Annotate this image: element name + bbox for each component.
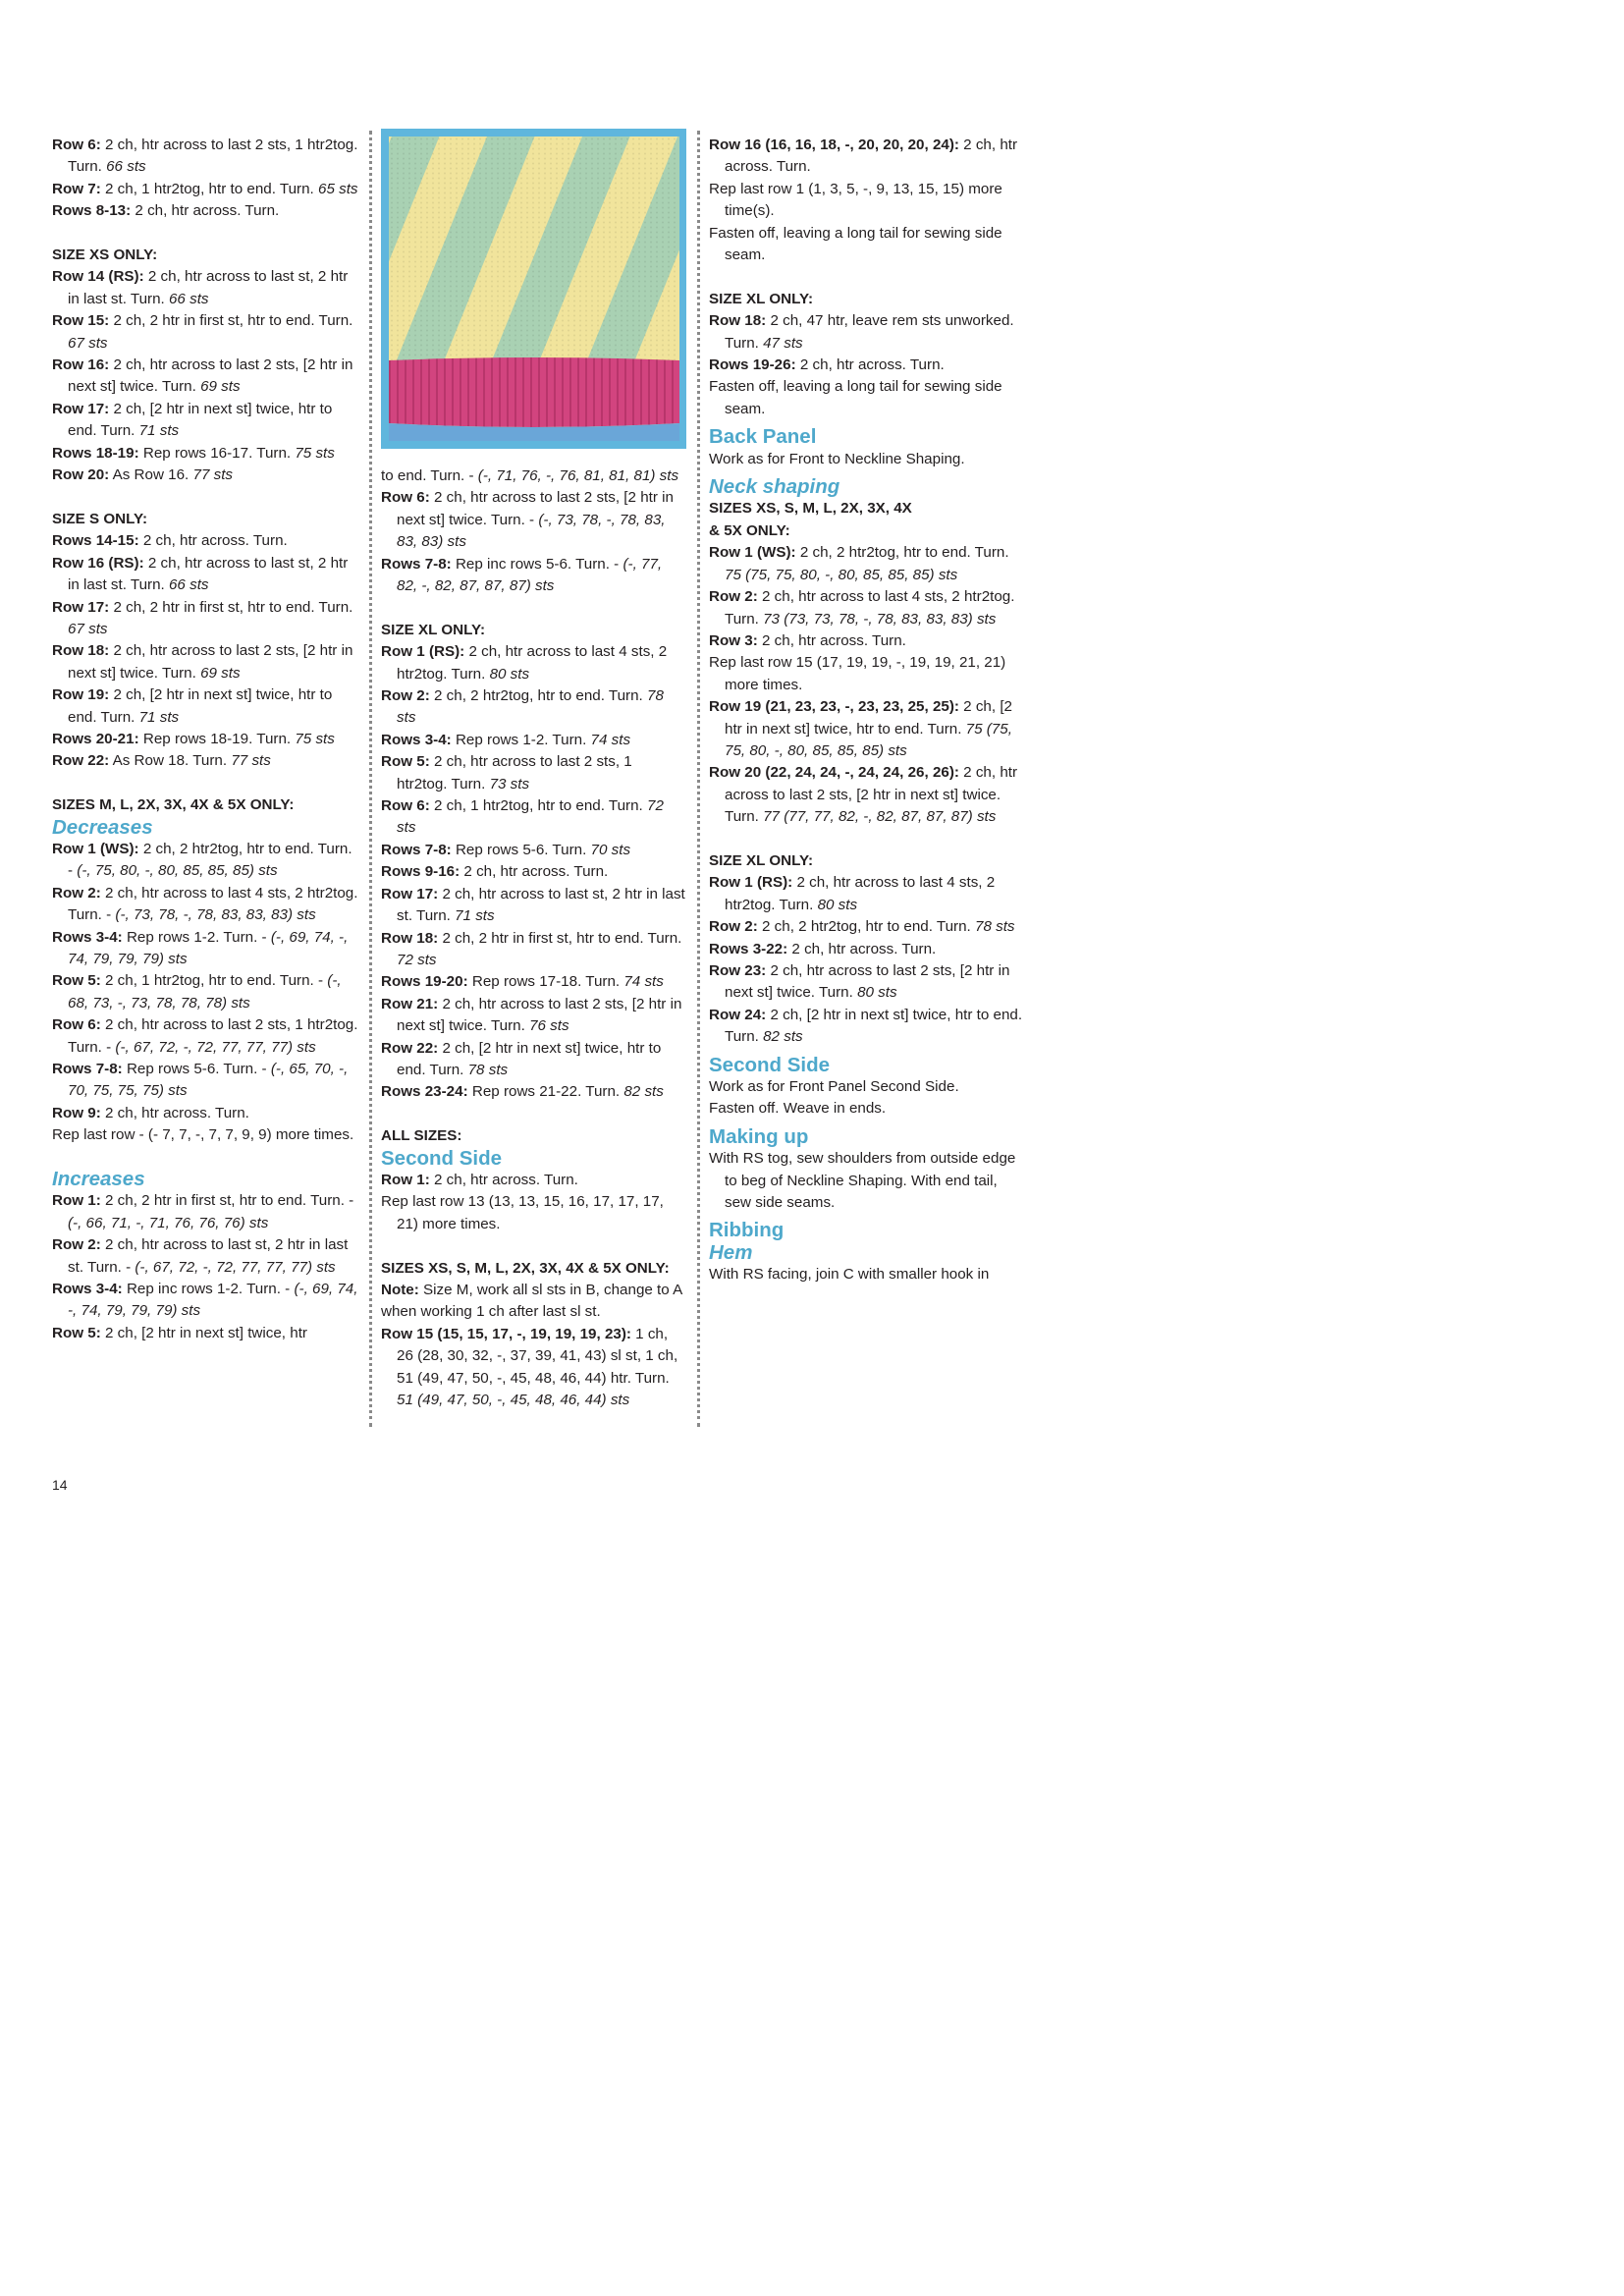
row-text: 2 ch, 1 htr2tog, htr to end. Turn. -: [100, 972, 328, 990]
instruction-row: [52, 883, 358, 927]
column-2: [381, 465, 685, 1411]
spacer: [52, 1147, 358, 1169]
section-heading: Increases: [52, 1168, 145, 1191]
instruction-row: [709, 1005, 1023, 1049]
section-heading: Hem: [709, 1240, 753, 1264]
row-label: Row 1 (WS):: [52, 840, 139, 857]
row-text: As Row 16.: [109, 466, 193, 484]
size-subheading: SIZE S ONLY:: [52, 510, 148, 527]
instruction-row: [52, 1014, 358, 1059]
spacer: [381, 1104, 685, 1125]
spacer: [381, 1235, 685, 1257]
instruction-row: [52, 443, 358, 465]
size-subheading: SIZE XS ONLY:: [52, 246, 158, 264]
instruction-row: [52, 1234, 358, 1279]
section-heading: Second Side: [709, 1053, 831, 1076]
row-label: Rows 3-4:: [381, 731, 452, 748]
instruction-row: [709, 916, 1023, 938]
stitch-count: (-, 77, 82, -, 82, 87, 87, 87) sts: [397, 555, 663, 595]
row-text: 2 ch, htr across to last 4 sts, 2 htr2tog. Turn.: [725, 874, 996, 913]
stitch-count: (-, 73, 78, -, 78, 83, 83, 83) sts: [397, 511, 666, 551]
instruction-row: [381, 1038, 685, 1082]
row-label: Row 19 (21, 23, 23, -, 23, 23, 25, 25):: [709, 698, 959, 716]
row-text: 2 ch, 2 htr2tog, htr to end. Turn.: [757, 918, 975, 936]
row-text: 2 ch, 2 htr in first st, htr to end. Turn.: [109, 598, 353, 616]
row-label: Row 2:: [381, 687, 430, 705]
instruction-row: [709, 762, 1023, 828]
row-text: As Row 18. Turn.: [109, 752, 232, 770]
row-label: Row 20 (22, 24, 24, -, 24, 24, 26, 26):: [709, 764, 959, 782]
row-label: Row 17:: [381, 885, 439, 902]
instruction-row: [381, 641, 685, 685]
row-label: Rows 23-24:: [381, 1083, 468, 1101]
row-text: 2 ch, [2 htr in next st] twice, htr to end. Turn.: [397, 1039, 662, 1078]
size-subheading: SIZES M, L, 2X, 3X, 4X & 5X ONLY:: [52, 796, 295, 814]
stitch-count: 76 sts: [529, 1017, 569, 1035]
stitch-count: 73 sts: [489, 775, 530, 793]
instruction-row: [709, 960, 1023, 1005]
row-label: Row 16 (RS):: [52, 554, 144, 572]
stitch-count: 74 sts: [590, 731, 631, 748]
row-text: 2 ch, htr across to last 2 sts, [2 htr in next st] twice. Turn.: [725, 962, 1010, 1002]
row-label: Note:: [381, 1281, 419, 1298]
size-subheading: SIZES XS, S, M, L, 2X, 3X, 4X & 5X ONLY:: [381, 1259, 670, 1277]
row-label: Rows 9-16:: [381, 863, 460, 881]
row-text: 2 ch, 1 htr2tog, htr to end. Turn.: [429, 797, 647, 815]
crochet-photo: [389, 137, 679, 441]
row-label: Row 17:: [52, 598, 110, 616]
stitch-count: 71 sts: [455, 907, 495, 925]
stitch-count: 71 sts: [138, 708, 180, 726]
row-text: 2 ch, htr across to last st, 2 htr in last st. Turn.: [68, 554, 349, 594]
instruction-text: With RS tog, sew shoulders from outside edge to beg of Neckline Shaping. With end tail, sew side seams.: [709, 1150, 1016, 1212]
stitch-count: 75 sts: [295, 730, 335, 747]
row-text: 2 ch, htr across to last 2 sts, [2 htr in next st] twice. Turn.: [725, 764, 1018, 826]
stitch-count: 77 sts: [192, 466, 234, 484]
instruction-text: Rep last row 13 (13, 13, 15, 16, 17, 17, 17, 21) more times.: [381, 1193, 664, 1232]
row-text: 2 ch, htr across to last 2 sts, [2 htr in next st] twice. Turn. -: [397, 489, 674, 528]
instruction-row: [52, 839, 358, 883]
row-label: Row 1:: [52, 1192, 101, 1210]
instruction-row: [52, 465, 358, 486]
row-text: 2 ch, htr across. Turn.: [131, 202, 280, 220]
row-text: 2 ch, htr across to last 2 sts, [2 htr in next st] twice. Turn.: [397, 995, 682, 1035]
stitch-count: 69 sts: [200, 378, 241, 396]
instruction-row: [381, 884, 685, 928]
instruction-row: [381, 730, 685, 751]
row-label: Row 16 (16, 16, 18, -, 20, 20, 20, 24):: [709, 137, 959, 153]
stitch-count: 74 sts: [623, 973, 664, 991]
spacer: [709, 266, 1023, 288]
row-label: Rows 3-4:: [52, 928, 123, 946]
instruction-row: [52, 179, 358, 200]
row-text: 2 ch, [2 htr in next st] twice, htr to end. Turn.: [68, 686, 333, 726]
section-heading: Decreases: [52, 815, 153, 839]
instruction-row: [381, 971, 685, 993]
row-label: Row 2:: [709, 588, 758, 606]
stitch-count: 78 sts: [975, 918, 1015, 936]
row-text: Rep rows 18-19. Turn.: [138, 730, 296, 747]
size-subheading: & 5X ONLY:: [709, 521, 790, 539]
instruction-row: [52, 927, 358, 971]
row-text: 2 ch, 2 htr in first st, htr to end. Turn.: [109, 312, 353, 330]
instruction-row: [52, 530, 358, 552]
row-text: 2 ch, htr across to last 2 sts, [2 htr in next st] twice. Turn.: [68, 356, 353, 396]
stitch-count: 72 sts: [397, 797, 664, 837]
stitch-count: 65 sts: [318, 180, 358, 197]
row-text: 2 ch, 47 htr, leave rem sts unworked. Turn.: [725, 312, 1014, 352]
instruction-text: Work as for Front Panel Second Side.: [709, 1078, 959, 1096]
size-subheading: SIZE XL ONLY:: [709, 290, 814, 307]
instruction-row: [52, 553, 358, 597]
size-subheading: SIZES XS, S, M, L, 2X, 3X, 4X: [709, 500, 912, 518]
row-text: 2 ch, [2 htr in next st] twice, htr to end. Turn.: [725, 698, 1012, 738]
row-text: Rep rows 1-2. Turn.: [451, 731, 591, 748]
row-text: Rep rows 16-17. Turn.: [138, 444, 296, 462]
instruction-row: [381, 465, 685, 487]
row-text: 2 ch, htr across to last 2 sts, 1 htr2tog. Turn.: [68, 137, 358, 176]
instruction-row: [709, 542, 1023, 586]
row-label: Row 2:: [52, 884, 101, 902]
row-label: Row 6:: [381, 797, 430, 815]
instruction-row: [52, 310, 358, 355]
row-text: 1 ch, 26 (28, 30, 32, -, 37, 39, 41, 43) sl st, 1 ch, 51 (49, 47, 50, -, 45, 48, 46, 44) htr. Turn.: [397, 1325, 678, 1387]
instruction-row: [709, 135, 1023, 179]
row-label: Rows 3-4:: [52, 1281, 123, 1298]
instruction-row: [52, 1103, 358, 1124]
row-text: 2 ch, htr across to last 4 sts, 2 htr2tog. Turn.: [725, 588, 1015, 628]
spacer: [52, 223, 358, 245]
instruction-text: Fasten off, leaving a long tail for sewing side seam.: [709, 378, 1002, 417]
row-text: Rep rows 1-2. Turn. -: [122, 928, 271, 946]
column-divider: [697, 131, 700, 1427]
row-text: 2 ch, 2 htr2tog, htr to end. Turn.: [795, 544, 1009, 562]
instruction-row: [52, 1279, 358, 1323]
instruction-row: [709, 696, 1023, 762]
row-label: Row 18:: [709, 312, 767, 330]
stitch-count: (-, 65, 70, -, 70, 75, 75, 75) sts: [68, 1061, 349, 1100]
stitch-count: (-, 73, 78, -, 78, 83, 83, 83) sts: [115, 906, 316, 924]
row-label: Rows 19-26:: [709, 356, 796, 374]
stitch-count: 80 sts: [857, 984, 897, 1002]
row-label: Rows 18-19:: [52, 444, 139, 462]
stitch-count: 78 sts: [467, 1061, 509, 1078]
instruction-text: Rep last row 1 (1, 3, 5, -, 9, 13, 15, 15) more time(s).: [709, 180, 1002, 220]
instruction-text: Fasten off. Weave in ends.: [709, 1100, 887, 1118]
row-label: Row 18:: [381, 929, 439, 947]
row-text: 2 ch, 2 htr2tog, htr to end. Turn. -: [68, 840, 352, 880]
instruction-row: [52, 266, 358, 310]
instruction-text: Work as for Front to Neckline Shaping.: [709, 450, 965, 467]
row-label: Row 15:: [52, 312, 110, 330]
size-subheading: SIZE XL ONLY:: [709, 851, 814, 869]
instruction-row: [709, 939, 1023, 960]
stitch-count: 80 sts: [817, 896, 858, 913]
row-label: Row 6:: [52, 137, 101, 153]
stitch-count: 66 sts: [168, 576, 209, 594]
row-text: 2 ch, htr across. Turn.: [725, 137, 1018, 176]
row-text: 2 ch, htr across to last 2 sts, 1 htr2tog. Turn. -: [68, 1016, 358, 1056]
instruction-row: [52, 355, 358, 399]
row-label: Row 6:: [381, 489, 430, 507]
row-label: Row 1 (RS):: [709, 874, 793, 892]
row-label: Rows 7-8:: [52, 1061, 123, 1078]
page-number: 14: [52, 1477, 68, 1493]
instruction-row: [381, 994, 685, 1038]
instruction-row: [381, 685, 685, 730]
stitch-count: 73 (73, 73, 78, -, 78, 83, 83, 83) sts: [763, 610, 997, 628]
row-text: 2 ch, [2 htr in next st] twice, htr to end. Turn.: [725, 1006, 1023, 1046]
row-text: Rep inc rows 5-6. Turn. -: [451, 555, 623, 573]
instruction-row: [381, 928, 685, 972]
stitch-count: 67 sts: [68, 620, 108, 637]
row-text: 2 ch, htr across. Turn.: [757, 631, 906, 649]
row-label: Row 2:: [52, 1236, 101, 1254]
row-label: Row 2:: [709, 918, 758, 936]
row-text: 2 ch, htr across to last 4 sts, 2 htr2tog. Turn. -: [68, 884, 358, 924]
row-label: Rows 14-15:: [52, 532, 139, 550]
row-label: Rows 20-21:: [52, 730, 139, 747]
instruction-text: With RS facing, join C with smaller hook in: [709, 1266, 990, 1284]
instruction-text: Rep last row 15 (17, 19, 19, -, 19, 19, 21, 21) more times.: [709, 654, 1006, 693]
instruction-row: [709, 630, 1023, 652]
section-heading: Second Side: [381, 1146, 503, 1170]
stitch-count: 80 sts: [489, 665, 530, 683]
instruction-row: [381, 751, 685, 795]
row-label: Row 5:: [52, 972, 101, 990]
stitch-count: 82 sts: [623, 1083, 664, 1101]
stitch-count: 77 sts: [231, 752, 271, 770]
ribbing-band: [389, 357, 679, 427]
row-label: Row 5:: [52, 1324, 101, 1341]
instruction-row: [52, 750, 358, 772]
row-label: Row 19:: [52, 686, 110, 704]
row-text: 2 ch, [2 htr in next st] twice, htr to end. Turn.: [68, 400, 333, 440]
stitch-count: 72 sts: [397, 951, 437, 968]
row-text: 2 ch, 2 htr in first st, htr to end. Turn.: [438, 929, 682, 947]
row-label: Row 1:: [381, 1171, 430, 1188]
instruction-row: [52, 640, 358, 684]
row-label: Row 22:: [52, 752, 110, 770]
stitch-count: 69 sts: [200, 664, 241, 682]
row-label: Row 24:: [709, 1006, 767, 1023]
row-text: 2 ch, 1 htr2tog, htr to end. Turn.: [100, 180, 318, 197]
instruction-row: [52, 135, 358, 179]
instruction-row: [52, 200, 358, 222]
stitch-count: (-, 68, 73, -, 73, 78, 78, 78) sts: [68, 972, 342, 1011]
column-1: [52, 135, 358, 1344]
row-text: 2 ch, htr across to last st, 2 htr in last st. Turn.: [68, 268, 349, 307]
row-label: Row 15 (15, 15, 17, -, 19, 19, 19, 23):: [381, 1325, 631, 1342]
instruction-row: [381, 1324, 685, 1412]
row-label: Row 6:: [52, 1016, 101, 1034]
row-label: Row 7:: [52, 180, 101, 197]
stitch-count: 66 sts: [106, 158, 146, 176]
stitch-count: 51 (49, 47, 50, -, 45, 48, 46, 44) sts: [397, 1392, 630, 1409]
instruction-row: [381, 861, 685, 883]
stitch-count: (-, 69, 74, -, 74, 79, 79, 79) sts: [68, 928, 349, 967]
stitch-count: 47 sts: [763, 334, 803, 352]
row-text: 2 ch, 2 htr2tog, htr to end. Turn.: [429, 687, 647, 705]
row-label: Rows 8-13:: [52, 202, 132, 220]
row-label: Rows 19-20:: [381, 973, 468, 991]
row-label: Row 14 (RS):: [52, 268, 144, 286]
row-text: 2 ch, htr across. Turn.: [138, 532, 288, 550]
instruction-row: [381, 487, 685, 553]
stitch-count: 70 sts: [590, 841, 631, 858]
spacer: [709, 829, 1023, 850]
instruction-row: [52, 597, 358, 641]
row-text: Rep rows 5-6. Turn.: [451, 841, 591, 858]
row-text: 2 ch, htr across. Turn.: [787, 940, 937, 957]
row-label: Row 20:: [52, 466, 110, 484]
row-text: Rep inc rows 1-2. Turn. -: [122, 1281, 295, 1298]
stitch-count: 78 sts: [397, 687, 664, 727]
stitch-count: (-, 75, 80, -, 80, 85, 85, 85) sts: [77, 862, 278, 880]
instruction-row: [52, 1059, 358, 1103]
row-text: 2 ch, htr across to last 2 sts, 1 htr2tog. Turn.: [397, 753, 632, 793]
size-subheading: SIZE XL ONLY:: [381, 621, 486, 638]
instruction-row: [52, 1323, 358, 1344]
size-subheading: ALL SIZES:: [381, 1127, 462, 1145]
instruction-text: Rep last row - (- 7, 7, -, 7, 7, 9, 9) more times.: [52, 1126, 354, 1144]
instruction-text: Fasten off, leaving a long tail for sewing side seam.: [709, 224, 1002, 264]
section-heading: Neck shaping: [709, 475, 840, 499]
stitch-count: 71 sts: [138, 422, 180, 440]
section-heading: Ribbing: [709, 1219, 785, 1242]
row-label: Row 5:: [381, 753, 430, 771]
row-text: Rep rows 5-6. Turn. -: [122, 1061, 271, 1078]
row-text: 2 ch, htr across. Turn.: [460, 863, 609, 881]
instruction-row: [52, 970, 358, 1014]
row-label: Row 3:: [709, 631, 758, 649]
instruction-row: [381, 795, 685, 840]
instruction-row: [52, 399, 358, 443]
stitch-count: 66 sts: [168, 290, 209, 307]
instruction-row: [52, 684, 358, 729]
row-text: to end. Turn. -: [381, 467, 478, 484]
section-heading: Making up: [709, 1124, 809, 1148]
row-text: 2 ch, htr across. Turn.: [100, 1104, 249, 1121]
stitch-count: (-, 67, 72, -, 72, 77, 77, 77) sts: [135, 1258, 336, 1276]
row-label: Row 22:: [381, 1039, 439, 1057]
row-text: Rep rows 17-18. Turn.: [467, 973, 624, 991]
stitch-count: 75 sts: [295, 444, 335, 462]
instruction-row: [709, 355, 1023, 376]
stitch-count: 82 sts: [763, 1028, 803, 1046]
row-label: Row 1 (WS):: [709, 544, 796, 562]
stitch-count: (-, 66, 71, -, 71, 76, 76, 76) sts: [68, 1214, 269, 1231]
spacer: [381, 597, 685, 619]
instruction-row: [381, 1170, 685, 1191]
stitch-count: (-, 71, 76, -, 76, 81, 81, 81) sts: [477, 467, 679, 484]
row-text: 2 ch, htr across to last st, 2 htr in last st. Turn.: [397, 885, 685, 925]
stitch-count: (-, 69, 74, -, 74, 79, 79, 79) sts: [68, 1281, 358, 1320]
instruction-row: [381, 1280, 685, 1324]
instruction-row: [52, 729, 358, 750]
instruction-row: [381, 554, 685, 598]
row-text: 2 ch, 2 htr in first st, htr to end. Turn. -: [100, 1192, 354, 1210]
row-text: 2 ch, htr across to last 2 sts, [2 htr in next st] twice. Turn.: [68, 642, 353, 682]
row-text: 2 ch, htr across. Turn.: [429, 1171, 578, 1188]
row-label: Rows 7-8:: [381, 841, 452, 858]
row-label: Row 23:: [709, 962, 767, 979]
row-label: Rows 7-8:: [381, 555, 452, 573]
stitch-count: 75 (75, 75, 80, -, 80, 85, 85, 85) sts: [725, 566, 958, 583]
row-label: Rows 3-22:: [709, 940, 788, 957]
row-label: Row 18:: [52, 642, 110, 660]
row-text: 2 ch, htr across to last 4 sts, 2 htr2tog. Turn.: [397, 643, 668, 683]
stitch-count: 67 sts: [68, 334, 108, 352]
spacer: [52, 773, 358, 794]
row-label: Row 17:: [52, 400, 110, 417]
instruction-row: [381, 840, 685, 861]
row-label: Row 21:: [381, 995, 439, 1012]
instruction-row: [709, 586, 1023, 630]
column-3: [709, 135, 1023, 1286]
stitch-count: 77 (77, 77, 82, -, 82, 87, 87, 87) sts: [763, 808, 997, 826]
row-label: Row 16:: [52, 356, 110, 374]
row-text: 2 ch, htr across to last st, 2 htr in last st. Turn. -: [68, 1236, 349, 1276]
row-label: Row 1 (RS):: [381, 643, 465, 661]
row-text: 2 ch, htr across. Turn.: [795, 356, 945, 374]
stitch-count: 75 (75, 75, 80, -, 80, 85, 85, 85) sts: [725, 720, 1012, 759]
stitch-count: (-, 67, 72, -, 72, 77, 77, 77) sts: [115, 1038, 316, 1056]
section-heading: Back Panel: [709, 425, 817, 449]
instruction-row: [709, 310, 1023, 355]
instruction-row: [381, 1081, 685, 1103]
row-text: Rep rows 21-22. Turn.: [467, 1083, 624, 1101]
row-text: Size M, work all sl sts in B, change to A when working 1 ch after last sl st.: [381, 1281, 682, 1321]
instruction-row: [52, 1190, 358, 1234]
row-label: Row 9:: [52, 1104, 101, 1121]
row-text: 2 ch, [2 htr in next st] twice, htr: [100, 1324, 307, 1341]
column-divider: [369, 131, 372, 1427]
spacer: [52, 486, 358, 508]
instruction-row: [709, 872, 1023, 916]
